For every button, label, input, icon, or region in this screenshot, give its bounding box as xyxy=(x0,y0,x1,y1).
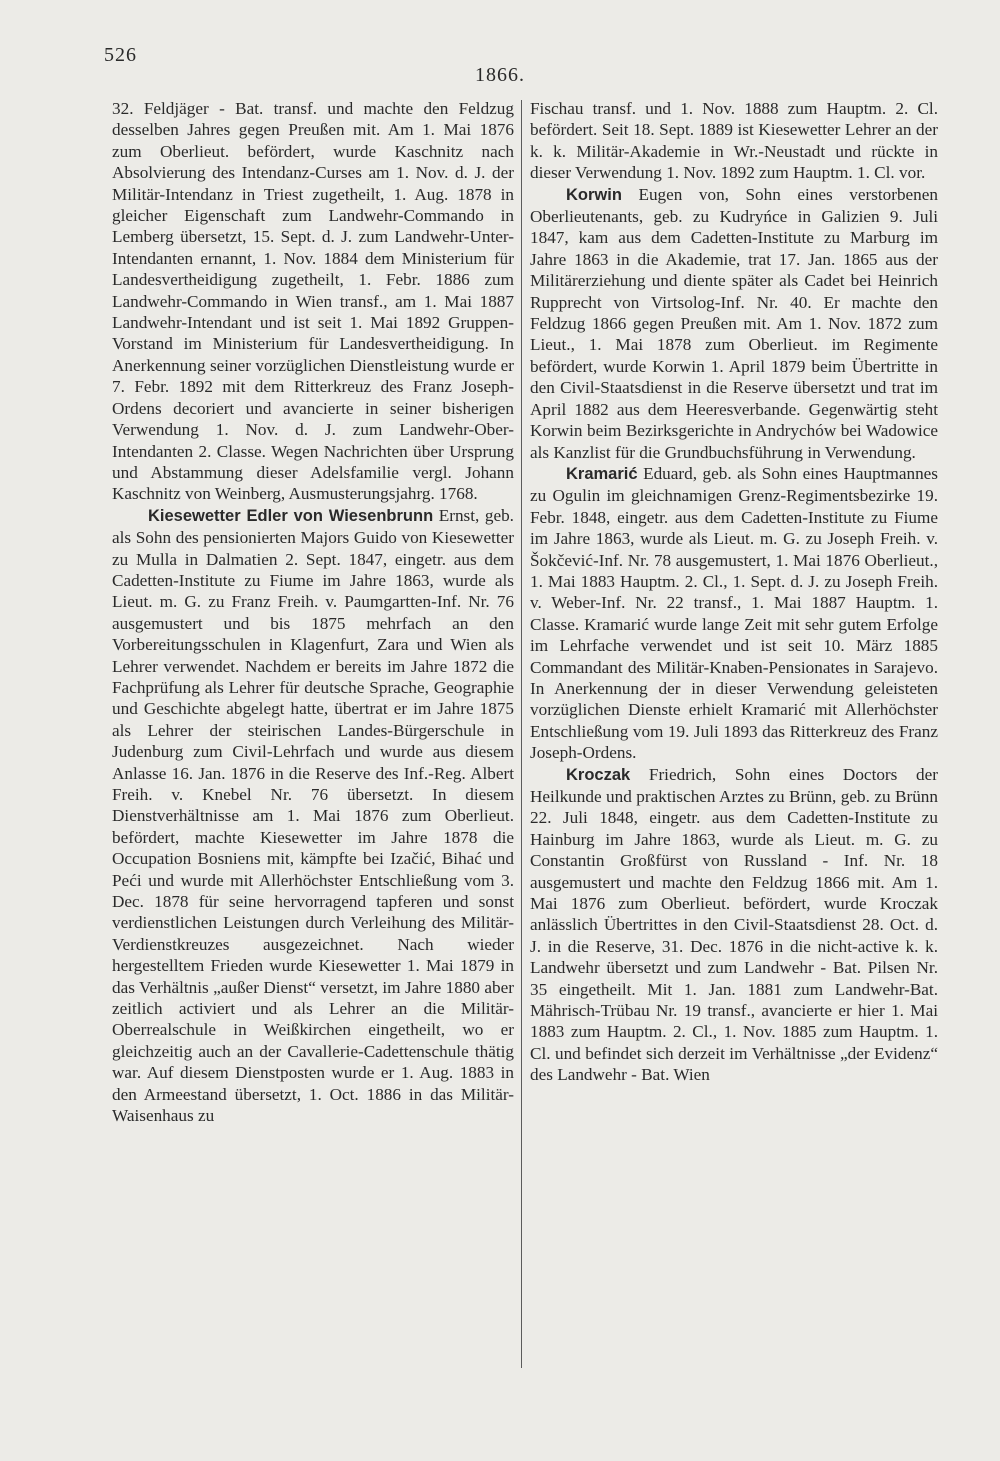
entry-continuation-kaschnitz xyxy=(112,98,514,505)
running-head-year: 1866. xyxy=(475,64,525,86)
entry-name: Kramarić xyxy=(566,464,638,483)
entry-text: Ernst, geb. als Sohn des pensionierten Majors Guido von Kiesewetter zu Mulla in Dalmatien 2. Sept. 1847, eingetr. aus dem Cadetten-Institute zu Fiume im Jahre 1863, wurde als Lieut. m. G. zu Franz Freih. v. Paumgartten-Inf. Nr. 76 ausgemustert und bis 1875 mehrfach an den Vorbereitungsschulen in Klagenfurt, Zara und Wien als Lehrer verwendet. Nachdem er bereits im Jahre 1872 die Fachprüfung als Lehrer für deutsche Sprache, Geographie und Geschichte abgelegt hatte, übertrat er im Jahre 1875 als Lehrer der steirischen Landes-Bürgerschule in Judenburg zum Civil-Lehrfach und wurde aus diesem Anlasse 16. Jan. 1876 in die Reserve des Inf.-Reg. Albert Freih. v. Knebel Nr. 76 übersetzt. In diesem Dienstverhältnisse am 1. Mai 1876 zum Oberlieut. befördert, machte Kiesewetter im Jahre 1878 die Occupation Bosniens mit, kämpfte bei Izačić, Bihać und Peći und wurde mit Allerhöchster Entschließung vom 3. Dec. 1878 für seine hervorragend tapferen und sonst verdienstlichen Leistungen durch Verleihung des Militär-Verdienstkreuzes ausgezeichnet. Nach wieder hergestelltem Frieden wurde Kiesewetter 1. Mai 1879 in das Verhältnis „außer Dienst“ versetzt, im Jahre 1880 aber zeitlich activiert und als Lehrer an die Militär-Oberrealschule in Weißkirchen eingetheilt, wo er gleichzeitig auch an der Cavallerie-Cadettenschule thätig war. Auf diesem Dienstposten wurde er 1. Aug. 1883 in den Armeestand übersetzt, 1. Oct. 1886 in das Militär-Waisenhaus zu xyxy=(112,505,514,1126)
entry-name: Kroczak xyxy=(566,765,631,784)
entry-text: Fischau transf. und 1. Nov. 1888 zum Hauptm. 2. Cl. befördert. Seit 18. Sept. 1889 ist Kiesewetter Lehrer an der k. k. Militär-Akademie in Wr.-Neustadt und rückte in dieser Verwendung 1. Nov. 1892 zum Hauptm. 1. Cl. vor. xyxy=(530,99,938,183)
entry-text: Eduard, geb. als Sohn eines Hauptmannes zu Ogulin im gleichnamigen Grenz-Regimentsbezirke 19. Febr. 1848, eingetr. aus dem Cadetten-Institute zu Fiume im Jahre 1863, wurde als Lieut. m. G. zu Joseph Freih. v. Šokčević-Inf. Nr. 78 ausgemustert, 1. Mai 1876 Oberlieut., 1. Mai 1883 Hauptm. 2. Cl., 1. Sept. d. J. zu Joseph Freih. v. Weber-Inf. Nr. 22 transf., 1. Mai 1887 Hauptm. 1. Classe. Kramarić wurde lange Zeit mit sehr gutem Erfolge im Lehrfache verwendet und ist seit 10. März 1885 Commandant des Militär-Knaben-Pensionates in Sarajevo. In Anerkennung der in dieser Verwendung geleisteten vorzüglichen Dienste erhielt Kramarić mit Allerhöchster Entschließung vom 19. Juli 1893 das Ritterkreuz des Franz Joseph-Ordens. xyxy=(530,463,938,763)
entry-kramaric xyxy=(530,463,938,764)
entry-text: Eugen von, Sohn eines verstorbenen Oberlieutenants, geb. zu Kudryńce in Galizien 9. Juli 1847, kam aus dem Cadetten-Institute zu Marburg im Jahre 1863 in die Akademie, trat 17. Jan. 1865 aus der Militärerziehung und diente später als Cadet bei Heinrich Rupprecht von Virtsolog-Inf. Nr. 40. Er machte den Feldzug 1866 gegen Preußen mit. Am 1. Nov. 1872 zum Lieut., 1. Mai 1878 zum Oberlieut. im Regimente befördert, wurde Korwin 1. April 1879 beim Übertritte in den Civil-Staatsdienst in die Reserve übersetzt und trat im April 1882 aus dem Heeresverbande. Gegenwärtig steht Korwin beim Bezirksgerichte in Andrychów bei Wadowice als Kanzlist für die Grundbuchsführung in Verwendung. xyxy=(530,184,938,462)
entry-text: 32. Feldjäger - Bat. transf. und machte den Feldzug desselben Jahres gegen Preußen mit. Am 1. Mai 1876 zum Oberlieut. befördert, wurde Kaschnitz nach Absolvierung des Intendanz-Curses am 1. Nov. d. J. der Militär-Intendanz in Triest zugetheilt, 1. Aug. 1878 in gleicher Eigenschaft zum Landwehr-Commando in Lemberg übersetzt, 15. Sept. d. J. zum Landwehr-Unter-Intendanten ernannt, 1. Nov. 1884 dem Ministerium für Landesvertheidigung zugetheilt, 1. Febr. 1886 zum Landwehr-Commando in Wien transf., am 1. Mai 1887 Landwehr-Intendant und ist seit 1. Mai 1892 Gruppen-Vorstand im Ministerium für Landesvertheidigung. In Anerkennung seiner vorzüglichen Dienstleistung wurde er 7. Febr. 1892 mit dem Ritterkreuz des Franz Joseph-Ordens decoriert und avancierte in seiner bisherigen Verwendung 1. Nov. d. J. zum Landwehr-Ober-Intendanten 2. Classe. Wegen Nachrichten über Ursprung und Abstammung dieser Adelsfamilie vergl. Johann Kaschnitz von Weinberg, Ausmusterungsjahrg. 1768. xyxy=(112,99,514,504)
left-column xyxy=(112,98,514,1368)
right-column xyxy=(530,98,938,1368)
entry-text: Friedrich, Sohn eines Doctors der Heilkunde und praktischen Arztes zu Brünn, geb. zu Brünn 22. Juli 1848, eingetr. aus dem Cadetten-Institute zu Hainburg im Jahre 1863, wurde als Lieut. m. G. zu Constantin Großfürst von Russland - Inf. Nr. 18 ausgemustert und machte den Feldzug 1866 mit. Am 1. Mai 1876 zum Oberlieut. befördert, wurde Kroczak anlässlich Übertrittes in den Civil-Staatsdienst 28. Oct. d. J. in die Reserve, 31. Dec. 1876 in die nicht-active k. k. Landwehr übersetzt und zum Landwehr - Bat. Pilsen Nr. 35 eingetheilt. Mit 1. Jan. 1881 zum Landwehr-Bat. Mährisch-Trübau Nr. 19 transf., avancierte er hier 1. Mai 1883 zum Hauptm. 2. Cl., 1. Nov. 1885 zum Hauptm. 1. Cl. und befindet sich derzeit im Verhältnisse „der Evidenz“ des Landwehr - Bat. Wien xyxy=(530,764,938,1085)
entry-name: Korwin xyxy=(566,185,622,204)
entry-korwin xyxy=(530,184,938,463)
entry-name: Kiesewetter Edler von Wiesenbrunn xyxy=(148,506,434,525)
entry-kiesewetter xyxy=(112,505,514,1127)
column-divider xyxy=(521,100,522,1368)
entry-kroczak xyxy=(530,764,938,1086)
page-number: 526 xyxy=(104,44,137,66)
entry-continuation-kiesewetter xyxy=(530,98,938,184)
